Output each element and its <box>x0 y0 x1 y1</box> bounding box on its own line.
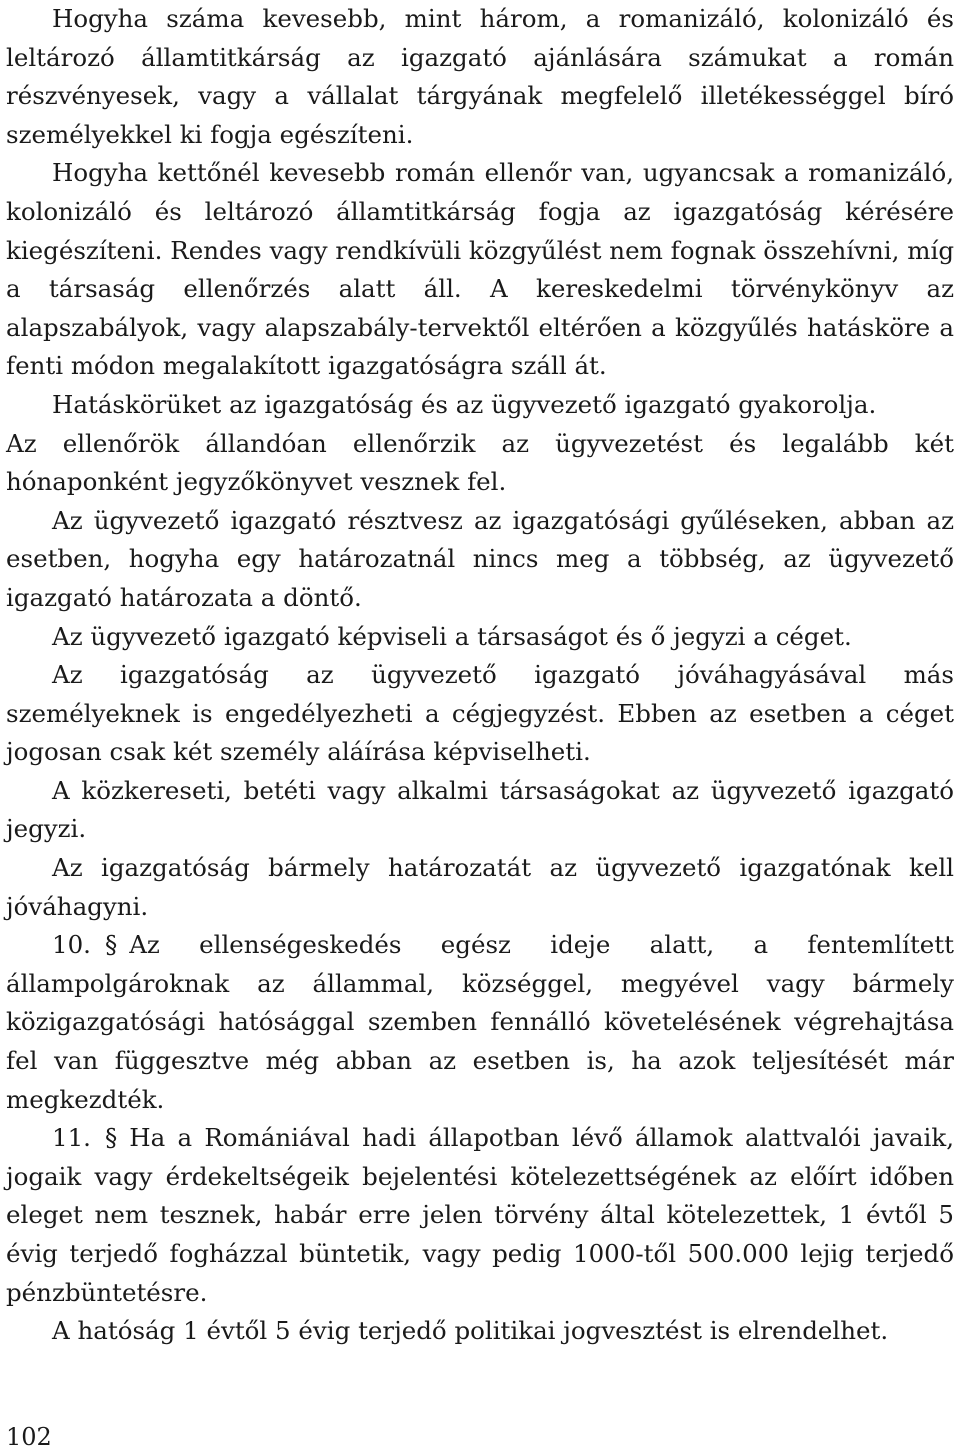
paragraph-2: Hogyha kettőnél kevesebb román ellenőr van, ugyancsak a romanizáló, kolonizáló és leltározó államtitkárság fogja az igazgatóság kérésére kiegészíteni. Rendes vagy rendkívüli közgyűlést nem fognak összehívni, míg a társaság ellenőrzés alatt áll. A kereskedelmi törvénykönyv az alapszabályok, vagy alapszabály-tervektől eltérően a közgyűlés hatásköre a fenti módon megalakított igazgatóságra száll át. <box>6 158 954 381</box>
page-number: 102 <box>6 1423 52 1451</box>
closing-paragraph: A hatóság 1 évtől 5 évig terjedő politikai jogvesztést is elrendelhet. <box>52 1316 889 1346</box>
paragraph-4: Az ellenőrök állandóan ellenőrzik az ügyvezetést és legalább két hónaponként jegyzőkönyvet vesznek fel. <box>6 428 954 497</box>
paragraph-6: Az ügyvezető igazgató képviseli a társaságot és ő jegyzi a céget. <box>52 621 852 651</box>
paragraph-7: Az igazgatóság az ügyvezető igazgató jóváhagyásával más személyeknek is engedélyezheti a cégjegyzést. Ebben az esetben a céget jogosan csak két személy aláírása képviselheti. <box>6 660 954 767</box>
section-sign: § <box>104 930 118 960</box>
paragraph-5: Az ügyvezető igazgató résztvesz az igazgatósági gyűléseken, abban az esetben, hogyha egy határozatnál nincs meg a többség, az ügyvezető igazgató határozata a döntő. <box>6 505 954 612</box>
section-text: Az ellenségeskedés egész ideje alatt, a fentemlített állampolgároknak az állammal, községgel, megyével vagy bármely közigazgatósági hatósággal szemben fennálló követelésének végrehajtása fel van függesztve még abban az esetben is, ha azok teljesítését már megkezdték. <box>6 930 954 1114</box>
section-sign: § <box>104 1123 118 1153</box>
section-number: 11. <box>52 1123 91 1153</box>
section-text: Ha a Romániával hadi állapotban lévő államok alattvalói javaik, jogaik vagy érdekeltségeik bejelentési kötelezettségének az előírt időben eleget nem tesznek, habár erre jelen törvény által kötelezettek, 1 évtől 5 évig terjedő fogházzal büntetik, vagy pedig 1000-től 500.000 lejig terjedő pénzbüntetésre. <box>6 1123 954 1307</box>
section-10 <box>6 926 954 1119</box>
paragraph-1: Hogyha száma kevesebb, mint három, a romanizáló, kolonizáló és leltározó államtitkárság az igazgató ajánlására számukat a román részvényesek, vagy a vállalat tárgyának megfelelő illetékességgel bíró személyekkel ki fogja egészíteni. <box>6 4 954 149</box>
document-page <box>6 0 954 1351</box>
paragraph-3: Hatáskörüket az igazgatóság és az ügyvezető igazgató gyakorolja. <box>52 389 877 419</box>
section-11 <box>6 1119 954 1312</box>
section-number: 10. <box>52 930 91 960</box>
paragraph-8: A közkereseti, betéti vagy alkalmi társaságokat az ügyvezető igazgató jegyzi. <box>6 775 954 844</box>
paragraph-9: Az igazgatóság bármely határozatát az ügyvezető igazgatónak kell jóváhagyni. <box>6 853 954 921</box>
